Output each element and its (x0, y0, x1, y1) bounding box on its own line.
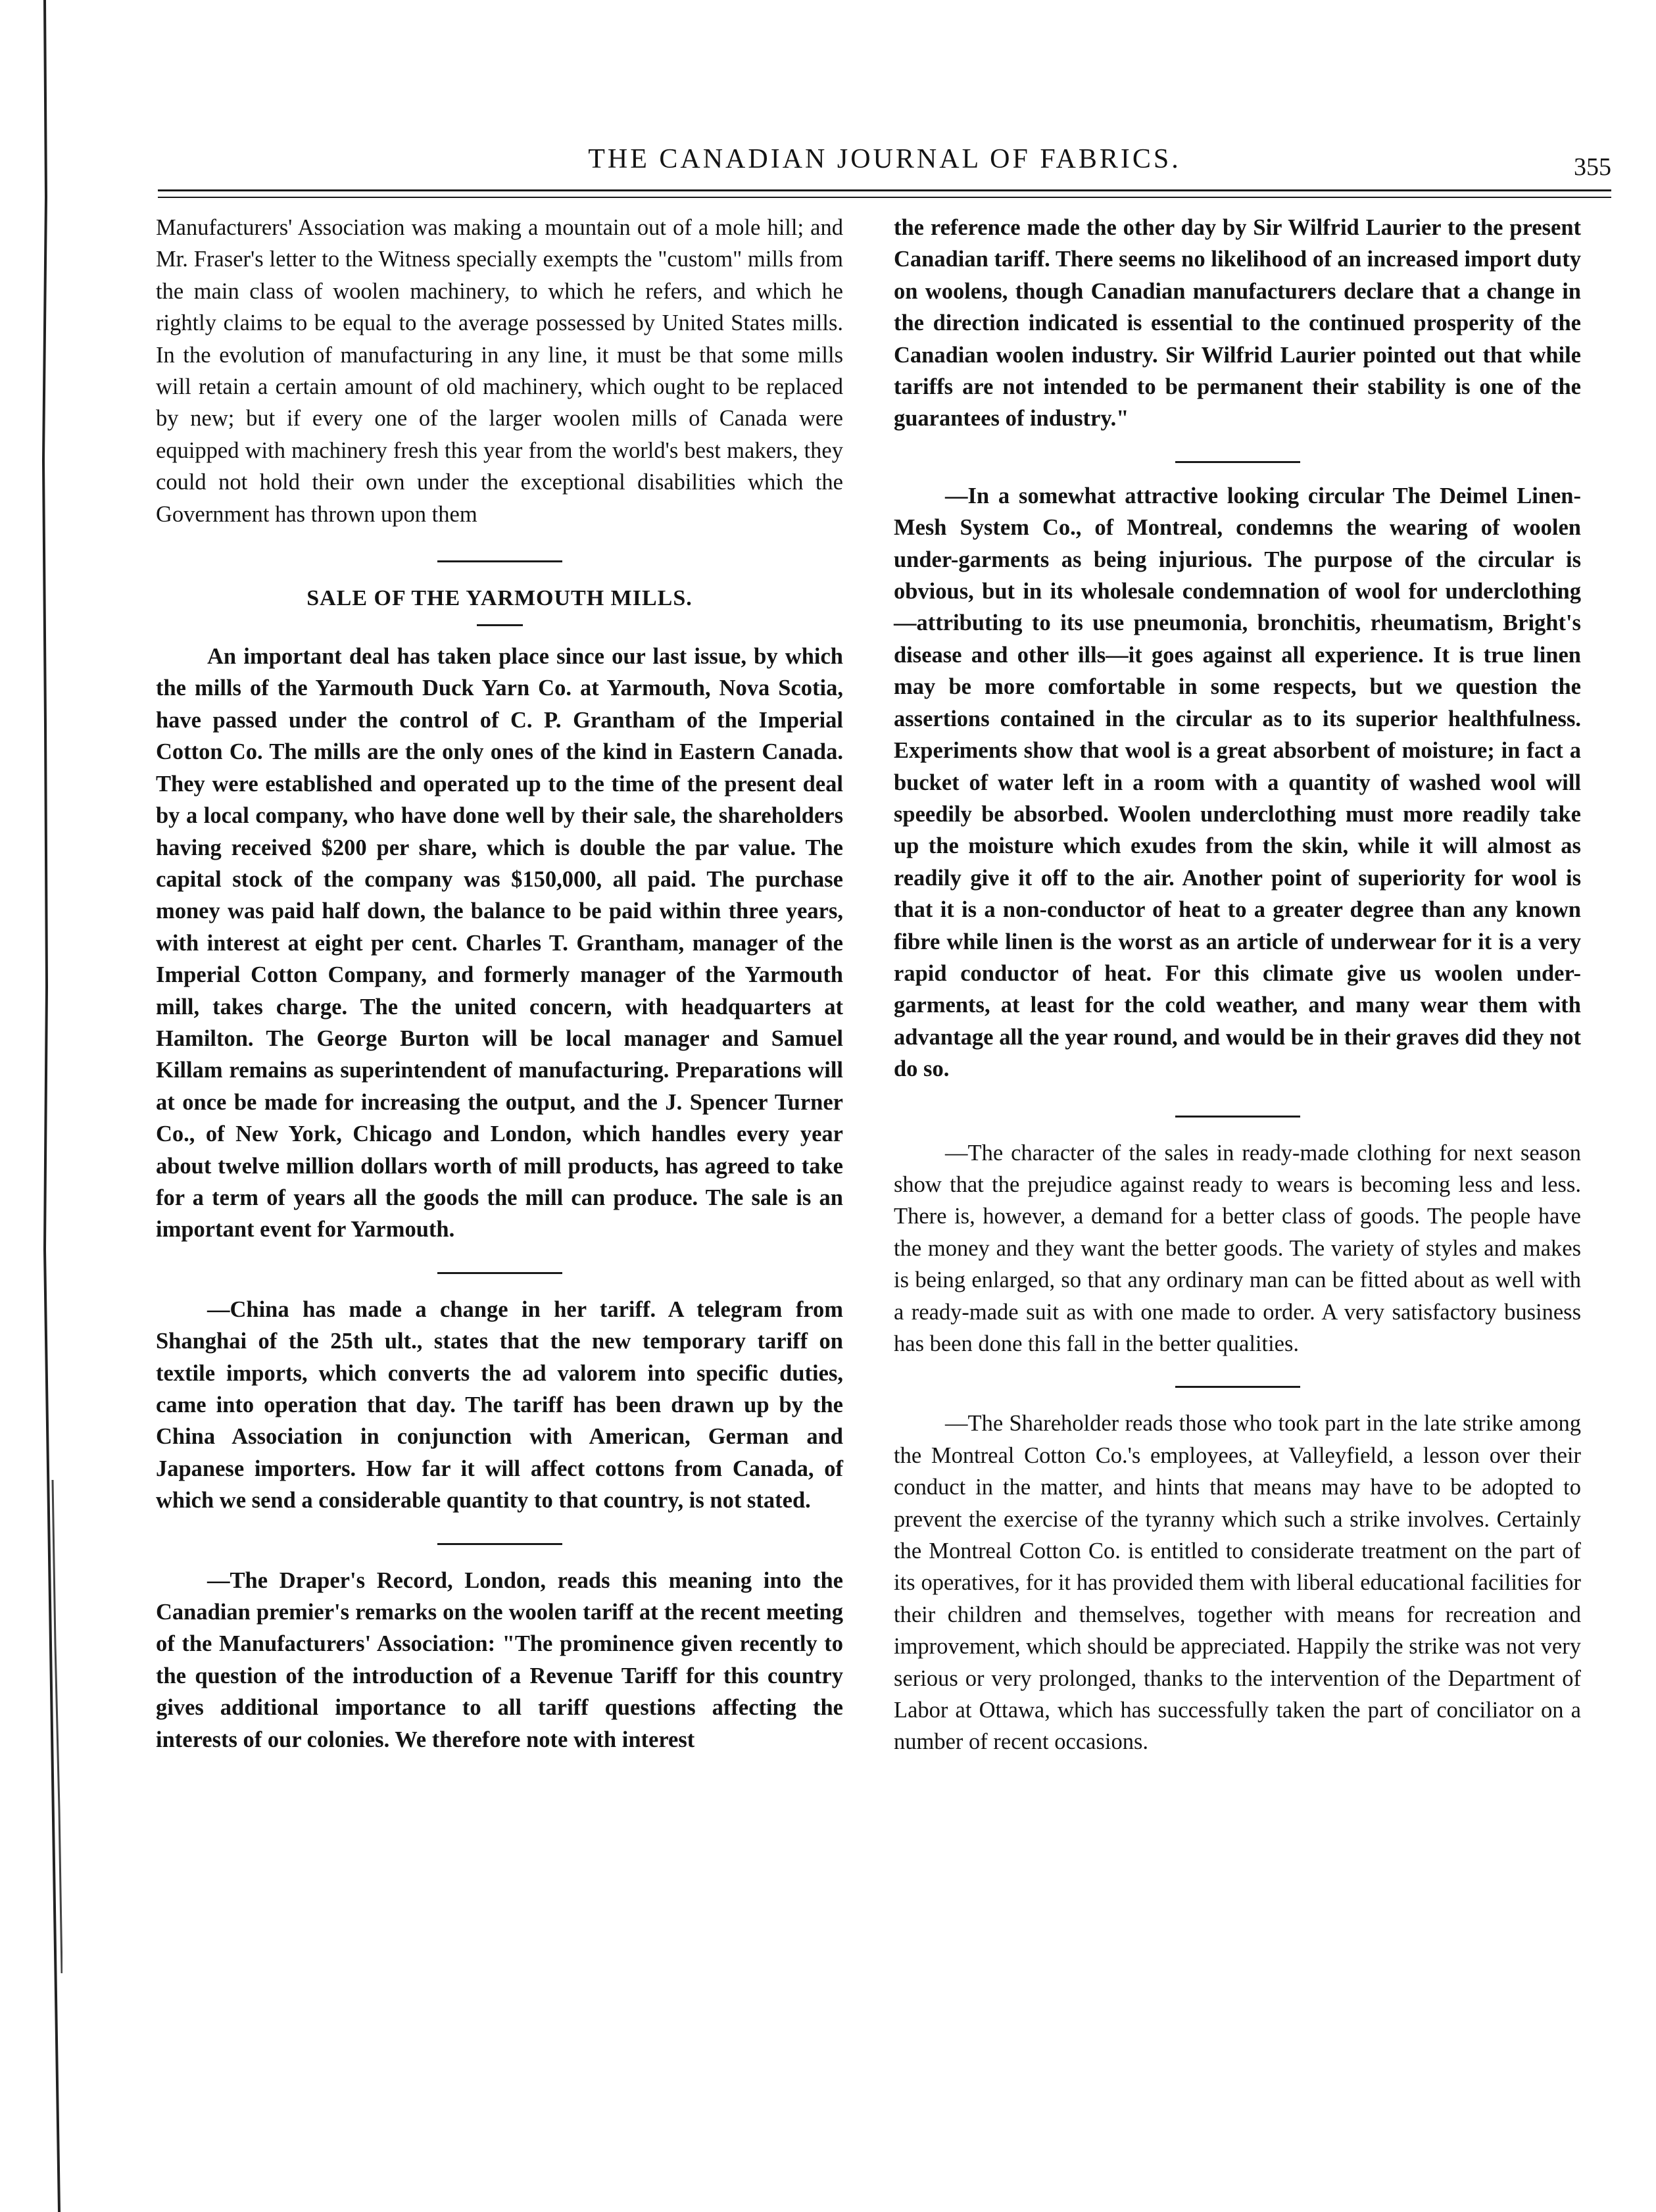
shareholder-strike-text: —The Shareholder reads those who took part in the late strike among the Montreal Cotton Co.'s employees, at Valleyfield, a lesson over their conduct in the matter, and hints that means may have to be adopted to prevent the exercise of the tyranny which such a strike involves. Certainly the Montreal Cotton Co. is entitled to considerate treatment on the part of its operatives, for it has provided them with liberal educational facilities for their children and themselves, together with means for recreation and improvement, which should be appreciated. Happily the strike was not very serious or very prolonged, thanks to the intervention of the Department of Labor at Ottawa, which has successfully taken the part of conciliator on a number of recent occasions. (894, 1411, 1581, 1755)
ready-made-clothing-text: —The character of the sales in ready-made clothing for next season show that the prejudice against ready to wears is becoming less and less. There is, however, a demand for a better class of goods. The people have the money and they want the better goods. The variety of styles and makes is being enlarged, so that any ordinary man can be fitted about as well with a ready-made suit as with one made to order. A very satisfactory business has been done this fall in the better qualities. (894, 1140, 1581, 1356)
left-column (156, 212, 843, 1756)
right-column (894, 212, 1581, 1758)
header-rule (158, 189, 1611, 198)
china-tariff-text: —China has made a change in her tariff. A telegram from Shanghai of the 25th ult., states that the new temporary tariff on textile imports, which converts the ad valorem into specific duties, came into operation that day. The tariff has been drawn up by the China Association in conjunction with American, German and Japanese importers. How far it will affect cottons from Canada, of which we send a considerable quantity to that country, is not stated. (156, 1296, 843, 1513)
running-title: THE CANADIAN JOURNAL OF FABRICS. (588, 144, 1181, 174)
continued-article-text: Manufacturers' Association was making a mountain out of a mole hill; and Mr. Fraser's letter to the Witness specially exempts the "custom" mills from the main class of woolen machinery, to which he refers, and which he rightly claims to be equal to the average possessed by United States mills. In the evolution of manufacturing in any line, it must be that some mills will retain a certain amount of old machinery, which ought to be replaced by new; but if every one of the larger woolen mills of Canada were equipped with machinery fresh this year from the world's best makers, they could not hold their own under the exceptional disabilities which the Government has thrown upon them (156, 215, 843, 527)
page-binding-edge (0, 0, 62, 2212)
page-header (158, 141, 1611, 187)
yarmouth-article-text: An important deal has taken place since our last issue, by which the mills of the Yarmouth Duck Yarn Co. at Yarmouth, Nova Scotia, have passed under the control of C. P. Grantham of the Imperial Cotton Co. The mills are the only ones of the kind in Eastern Canada. They were established and operated up to the time of the present deal by a local company, who have done well by their sale, the shareholders having received $200 per share, which is double the par value. The capital stock of the company was $150,000, all paid. The purchase money was paid half down, the balance to be paid within three years, with interest at eight per cent. Charles T. Grantham, manager of the Imperial Cotton Company, and formerly manager of the Yarmouth mill, takes charge. The the united concern, with headquarters at Hamilton. The George Burton will be local manager and Samuel Killam remains as superintendent of manufacturing. Preparations will at once be made for increasing the output, and the J. Spencer Turner Co., of New York, Chicago and London, which handles every year about twelve million dollars worth of mill products, has agreed to take for a term of years all the goods the mill can produce. The sale is an important event for Yarmouth. (156, 644, 843, 1242)
yarmouth-article-title: SALE OF THE YARMOUTH MILLS. (306, 586, 693, 611)
page-number: 355 (1574, 153, 1611, 181)
deimel-circular-text: —In a somewhat attractive looking circular The Deimel Linen-Mesh System Co., of Montreal, condemns the wearing of woolen under-garments as being injurious. The purpose of the circular is obvious, but in its wholesale condemnation of wool for underclothing—attributing to its use pneumonia, bronchitis, rheumatism, Bright's disease and other ills—it goes against all experience. It is true linen may be more comfortable in some respects, but we question the assertions contained in the circular as to its superior healthfulness. Experiments show that wool is a great absorbent of moisture; in fact a bucket of water left in a room with a quantity of washed wool will speedily be absorbed. Woolen underclothing must more readily take up the moisture which exudes from the skin, while it will almost as readily give it off to the air. Another point of superiority for wool is that it is a non-conductor of heat to a greater degree than any known fibre while linen is the worst as an article of underwear for it is a very rapid conductor of heat. For this climate give us woolen under-garments, at least for the cold weather, and many wear them with advantage all the year round, and would be in their graves did they not do so. (894, 483, 1581, 1082)
drapers-record-text: —The Draper's Record, London, reads this meaning into the Canadian premier's remarks on the woolen tariff at the recent meeting of the Manufacturers' Association: "The prominence given recently to the question of the introduction of a Revenue Tariff for this country gives additional importance to all tariff questions affecting the interests of our colonies. We therefore note with interest (156, 1567, 843, 1752)
drapers-record-continued: the reference made the other day by Sir Wilfrid Laurier to the present Canadian tariff. There seems no likelihood of an increased import duty on woolens, though Canadian manufacturers declare that a change in the direction indicated is essential to the continued prosperity of the Canadian woolen industry. Sir Wilfrid Laurier pointed out that while tariffs are not intended to be permanent their stability is one of the guarantees of industry." (894, 215, 1581, 431)
